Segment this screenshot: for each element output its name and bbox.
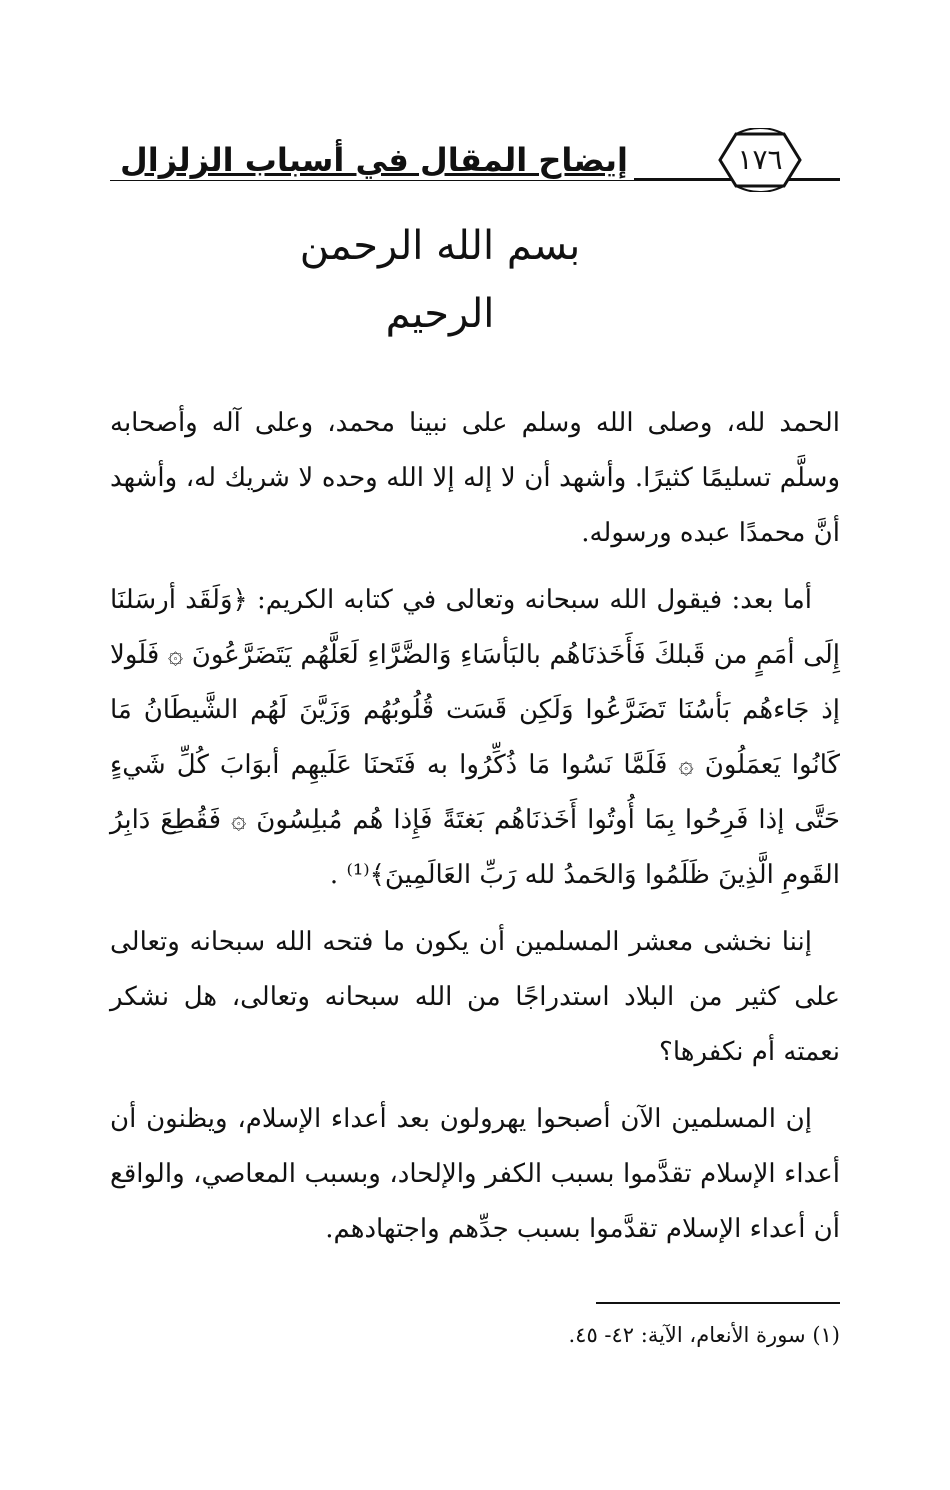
page-header xyxy=(110,140,840,200)
paragraph-quran-quote: أما بعد: فيقول الله سبحانه وتعالى في كتابه الكريم: ﴿وَلَقَد أرسَلنَا إِلَى أمَمٍ من قَبلكَ فَأَخَذنَاهُم بالبَأسَاءِ وَالضَّرَّاءِ لَعَلَّهُم يَتَضَرَّعُونَ ۞ فَلَولا إذ جَاءهُم بَأسُنَا تَضَرَّعُوا وَلَكِن قَسَت قُلُوبُهُم وَزَيَّنَ لَهُم الشَّيطَانُ مَا كَانُوا يَعمَلُونَ ۞ فَلَمَّا نَسُوا مَا ذُكِّرُوا به فَتَحنَا عَلَيهِم أبوَابَ كُلِّ شَيءٍ حَتَّى إذا فَرِحُوا بِمَا أُوتُوا أَخَذنَاهُم بَغتَةً فَإِذا هُم مُبلِسُونَ ۞ فَقُطِعَ دَابِرُ القَومِ الَّذِينَ ظَلَمُوا وَالحَمدُ لله رَبِّ العَالَمِينَ﴾⁽¹⁾ . xyxy=(110,585,840,890)
page-number: ١٧٦ xyxy=(737,143,783,176)
paragraph-opening: الحمد لله، وصلى الله وسلم على نبينا محمد، وعلى آله وأصحابه وسلَّم تسليمًا كثيرًا. وأشهد أن لا إله إلا الله وحده لا شريك له، وأشهد أنَّ محمدًا عبده ورسوله. xyxy=(110,408,840,548)
page-number-badge xyxy=(708,128,812,192)
running-title: إيضاح المقال في أسباب الزلزال xyxy=(110,140,634,180)
body-text xyxy=(110,396,840,1269)
paragraph-warning: إننا نخشى معشر المسلمين أن يكون ما فتحه الله سبحانه وتعالى على كثير من البلاد استدراجًا من الله سبحانه وتعالى، هل نشكر نعمته أم نكفرها؟ xyxy=(110,927,840,1067)
footnote: (١) سورة الأنعام، الآية: ٤٢- ٤٥. xyxy=(568,1323,840,1347)
paragraph-enemies: إن المسلمين الآن أصبحوا يهرولون بعد أعداء الإسلام، ويظنون أن أعداء الإسلام تقدَّموا بسبب الكفر والإلحاد، وبسبب المعاصي، والواقع أن أعداء الإسلام تقدَّموا بسبب جدِّهم واجتهادهم. xyxy=(110,1104,840,1244)
basmala: بسم الله الرحمن الرحيم xyxy=(299,223,581,337)
footnote-separator xyxy=(596,1302,840,1304)
